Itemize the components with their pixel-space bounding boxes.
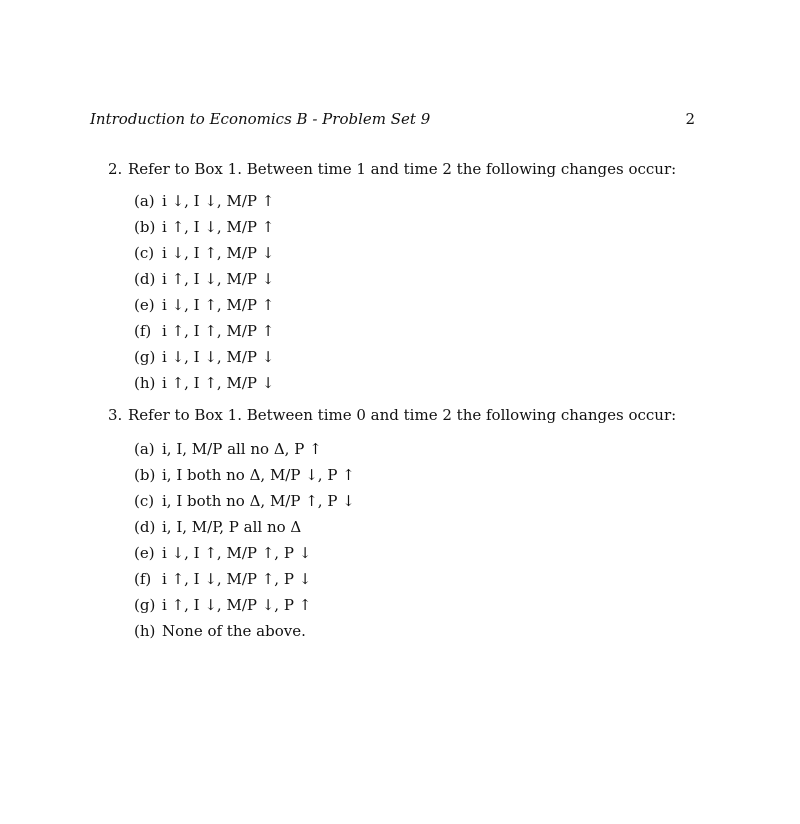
option-text: i ↓, I ↑, M/P ↓	[162, 244, 275, 262]
answer-option-d	[134, 269, 274, 295]
option-label: (h)	[134, 622, 156, 640]
option-label: (e)	[134, 544, 155, 562]
option-text: i, I both no Δ, M/P ↑, P ↓	[162, 492, 355, 510]
option-label: (h)	[134, 374, 156, 392]
option-text: i ↑, I ↓, M/P ↓	[162, 270, 275, 288]
answer-option-h	[134, 621, 355, 647]
option-text: i, I, M/P all no Δ, P ↑	[162, 440, 322, 458]
question-2	[108, 160, 677, 392]
question-stem	[108, 160, 676, 180]
option-text: i ↑, I ↓, M/P ↑	[162, 218, 275, 236]
option-text: i ↓, I ↑, M/P ↑	[162, 296, 275, 314]
option-text: i ↑, I ↑, M/P ↓	[162, 374, 275, 392]
option-label: (g)	[134, 348, 156, 366]
answer-option-c	[134, 243, 274, 269]
page-header	[90, 110, 695, 130]
option-label: (a)	[134, 192, 155, 210]
option-text: i, I, M/P, P all no Δ	[162, 518, 302, 536]
question-text: Refer to Box 1. Between time 0 and time 2 the following changes occur:	[128, 406, 677, 424]
answer-options	[134, 439, 355, 647]
option-text: i ↑, I ↓, M/P ↓, P ↑	[162, 596, 312, 614]
answer-option-a	[134, 191, 274, 217]
answer-option-a	[134, 439, 355, 465]
option-text: i ↑, I ↑, M/P ↑	[162, 322, 275, 340]
answer-option-g	[134, 595, 355, 621]
page-number: 2	[685, 110, 695, 128]
question-3	[108, 406, 677, 640]
option-label: (b)	[134, 466, 156, 484]
option-label: (a)	[134, 440, 155, 458]
answer-option-e	[134, 295, 274, 321]
answer-option-d	[134, 517, 355, 543]
answer-option-f	[134, 321, 274, 347]
answer-option-h	[134, 373, 274, 399]
answer-option-g	[134, 347, 274, 373]
option-label: (c)	[134, 492, 155, 510]
answer-options	[134, 191, 274, 399]
answer-option-e	[134, 543, 355, 569]
question-number: 3.	[108, 406, 123, 424]
option-text: i, I both no Δ, M/P ↓, P ↑	[162, 466, 355, 484]
option-label: (g)	[134, 596, 156, 614]
option-text: i ↓, I ↓, M/P ↑	[162, 192, 275, 210]
option-text: i ↓, I ↓, M/P ↓	[162, 348, 275, 366]
question-number: 2.	[108, 160, 123, 178]
option-label: (d)	[134, 270, 156, 288]
option-label: (f)	[134, 322, 152, 340]
option-label: (c)	[134, 244, 155, 262]
question-stem	[108, 406, 676, 426]
option-label: (d)	[134, 518, 156, 536]
option-text: None of the above.	[162, 622, 306, 640]
option-label: (f)	[134, 570, 152, 588]
answer-option-b	[134, 465, 355, 491]
answer-option-f	[134, 569, 355, 595]
answer-option-b	[134, 217, 274, 243]
option-text: i ↑, I ↓, M/P ↑, P ↓	[162, 570, 312, 588]
option-label: (b)	[134, 218, 156, 236]
document-title: Introduction to Economics B - Problem Set 9	[90, 110, 431, 128]
option-label: (e)	[134, 296, 155, 314]
answer-option-c	[134, 491, 355, 517]
question-text: Refer to Box 1. Between time 1 and time 2 the following changes occur:	[128, 160, 677, 178]
option-text: i ↓, I ↑, M/P ↑, P ↓	[162, 544, 312, 562]
